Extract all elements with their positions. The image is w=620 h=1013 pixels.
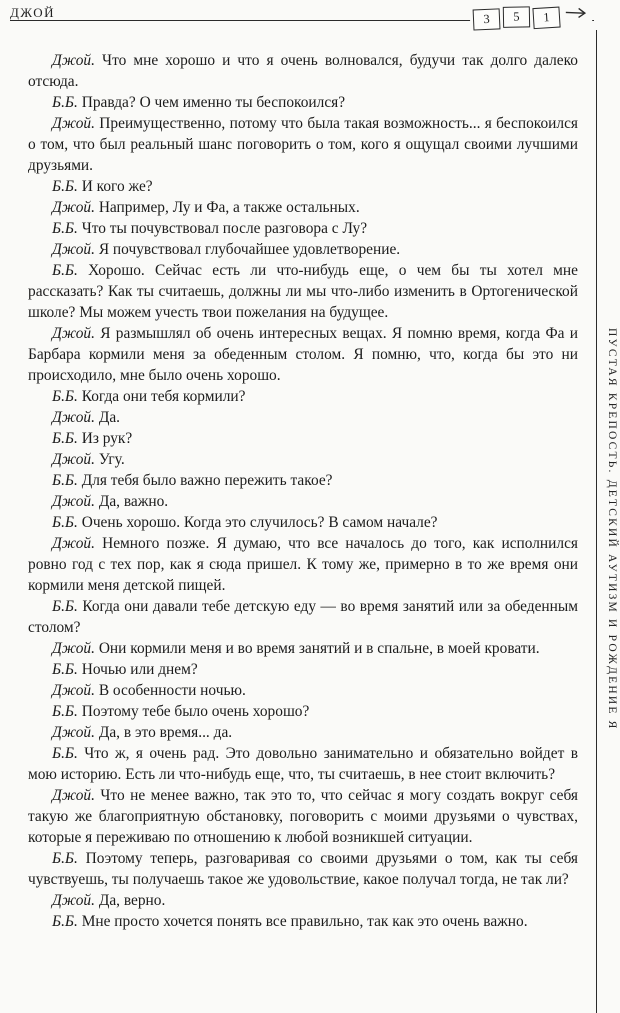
dialogue-line: Из рук? [77,430,133,447]
dialogue-paragraph [28,722,578,743]
speaker-name: Б.Б. [52,703,78,720]
dialogue-line: Когда они давали тебе детскую еду — во время занятий или за обеденным столом? [28,598,578,636]
running-header-title: ДЖОЙ [10,5,55,20]
speaker-name: Джой. [52,892,95,909]
dialogue-line: Да, верно. [94,892,166,909]
speaker-name: Джой. [52,682,95,699]
dialogue-paragraph [28,386,578,407]
dialogue-paragraph [28,428,578,449]
speaker-name: Джой. [52,241,95,258]
dialogue-paragraph [28,197,578,218]
dialogue-line: Что не менее важно, так это то, что сейчас я могу создать вокруг себя такую же благоприятную обстановку, поговорить с моими друзьями о чувствах, которые я переживаю по отношению к любой возникшей ситуации. [28,787,578,846]
dialogue-line: Правда? О чем именно ты беспокоился? [77,94,346,111]
speaker-name: Джой. [52,409,95,426]
dialogue-paragraph [28,659,578,680]
speaker-name: Б.Б. [52,94,78,111]
dialogue-paragraph [28,785,578,848]
book-title-vertical: ПУСТАЯ КРЕПОСТЬ. ДЕТСКИЙ АУТИЗМ И РОЖДЕНИЕ Я [606,328,618,731]
speaker-name: Б.Б. [52,514,78,531]
page-number-digit-1: 3 [473,8,501,30]
dialogue-line: Очень хорошо. Когда это случилось? В самом начале? [77,514,438,531]
dialogue-paragraph [28,113,578,176]
dialogue-paragraph [28,260,578,323]
dialogue-line: Поэтому теперь, разговаривая со своими друзьями о том, как ты себя чувствуешь, ты получаешь такое же удовольствие, какое получал тогда, не так ли? [28,850,578,888]
speaker-name: Б.Б. [52,745,78,762]
dialogue-paragraph [28,218,578,239]
dialogue-paragraph [28,743,578,785]
dialogue-line: Что мне хорошо и что я очень волновался, будучи так долго далеко отсюда. [28,52,578,90]
speaker-name: Джой. [52,535,95,552]
dialogue-paragraph [28,890,578,911]
dialogue-line: Мне просто хочется понять все правильно, так как это очень важно. [77,913,528,930]
speaker-name: Б.Б. [52,850,78,867]
dialogue-paragraph [28,911,578,932]
dialogue-paragraph [28,176,578,197]
dialogue-paragraph [28,491,578,512]
dialogue-line: Например, Лу и Фа, а также остальных. [94,199,360,216]
dialogue-paragraph [28,701,578,722]
dialogue-paragraph [28,92,578,113]
speaker-name: Б.Б. [52,598,78,615]
dialogue-line: Да. [94,409,120,426]
dialogue-paragraph [28,680,578,701]
arrow-right-icon [565,5,590,25]
dialogue-paragraph [28,512,578,533]
dialogue-line: Поэтому тебе было очень хорошо? [77,703,310,720]
dialogue-line: Ночью или днем? [77,661,198,678]
speaker-name: Б.Б. [52,913,78,930]
dialogue-paragraph [28,638,578,659]
dialogue-line: Когда они тебя кормили? [77,388,246,405]
speaker-name: Б.Б. [52,472,78,489]
speaker-name: Б.Б. [52,388,78,405]
speaker-name: Б.Б. [52,178,78,195]
dialogue-line: Да, в это время... да. [94,724,233,741]
page-number [470,4,593,30]
dialogue-line: Что ты почувствовал после разговора с Лу? [77,220,368,237]
dialogue-line: Немного позже. Я думаю, что все началось до того, как исполнился ровно год с тех пор, как я сюда пришел. К тому же, примерно в то же время они кормили меня детской пищей. [28,535,578,594]
speaker-name: Б.Б. [52,430,78,447]
dialogue-line: Я размышлял об очень интересных вещах. Я помню время, когда Фа и Барбара кормили меня за обеденным столом. Я помню, что, когда бы это ни происходило, мне было очень хорошо. [28,325,578,384]
dialogue-line: Угу. [94,451,125,468]
speaker-name: Джой. [52,325,95,342]
dialogue-paragraph [28,470,578,491]
speaker-name: Джой. [52,640,95,657]
dialogue-paragraph [28,449,578,470]
dialogue-line: Для тебя было важно пережить такое? [77,472,333,489]
speaker-name: Джой. [52,451,95,468]
dialogue-paragraph [28,596,578,638]
speaker-name: Джой. [52,199,95,216]
dialogue-paragraph [28,848,578,890]
page-number-digit-3: 1 [532,7,560,30]
dialogue-line: Что ж, я очень рад. Это довольно занимательно и обязательно войдет в мою историю. Есть ли что-нибудь еще, что, ты считаешь, в нее стоит включить? [28,745,578,783]
dialogue-line: Я почувствовал глубочайшее удовлетворение. [94,241,401,258]
speaker-name: Джой. [52,493,95,510]
dialogue-paragraph [28,533,578,596]
dialogue-line: И кого же? [77,178,153,195]
page-number-digit-2: 5 [503,6,530,27]
dialogue-line: В особенности ночью. [94,682,246,699]
speaker-name: Джой. [52,115,95,132]
speaker-name: Б.Б. [52,661,78,678]
dialogue-line: Хорошо. Сейчас есть ли что-нибудь еще, о чем бы ты хотел мне рассказать? Как ты считаешь, должны ли мы что-либо изменить в Ортогенической школе? Мы можем учесть твои пожелания на будущее. [28,262,578,321]
dialogue-line: Да, важно. [94,493,169,510]
speaker-name: Б.Б. [52,220,78,237]
dialogue-paragraph [28,407,578,428]
dialogue-text [28,50,578,932]
dialogue-line: Преимущественно, потому что была такая возможность... я беспокоился о том, что был реальный шанс поговорить о том, кого я ощущал своими лучшими друзьями. [28,115,578,174]
speaker-name: Джой. [52,724,95,741]
dialogue-paragraph [28,323,578,386]
speaker-name: Джой. [52,52,95,69]
right-margin-rule [596,30,597,1013]
dialogue-paragraph [28,50,578,92]
speaker-name: Б.Б. [52,262,78,279]
dialogue-line: Они кормили меня и во время занятий и в спальне, в моей кровати. [94,640,540,657]
dialogue-paragraph [28,239,578,260]
speaker-name: Джой. [52,787,95,804]
